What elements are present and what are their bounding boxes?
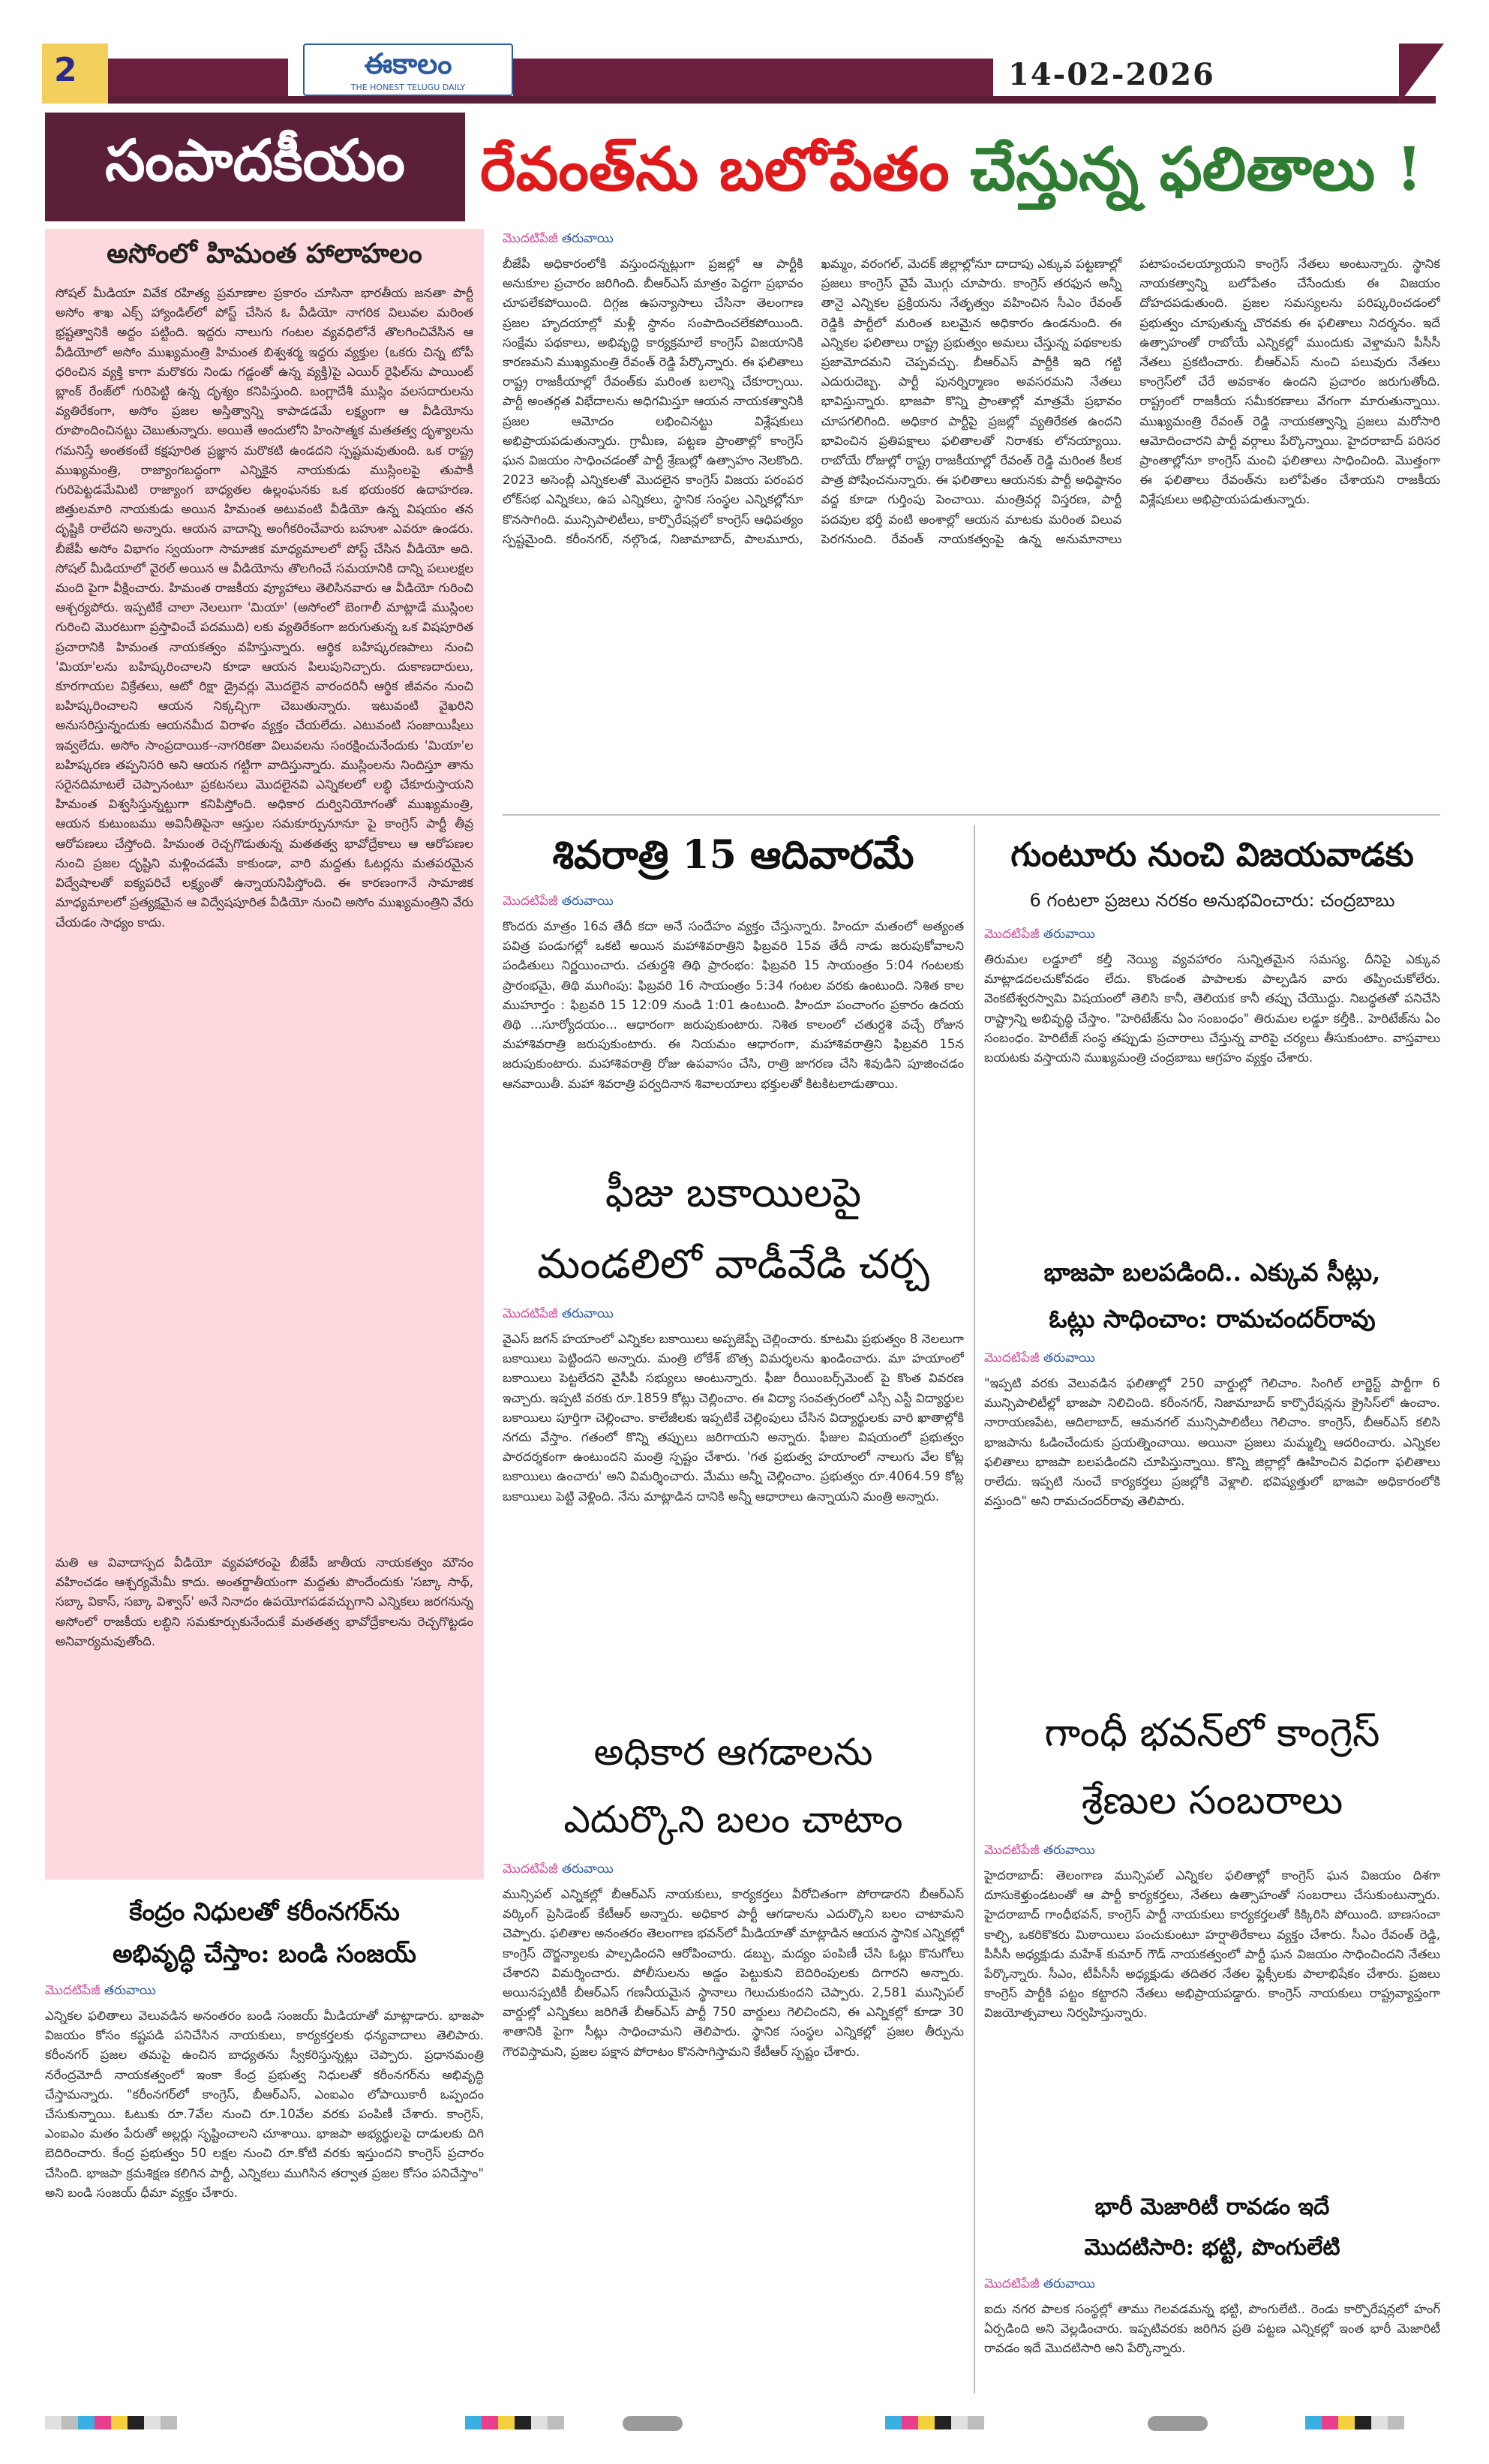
- story-fee-dues: [503, 1155, 964, 1703]
- lead-story-body: బీజేపీ అధికారంలోకి వస్తుందన్నట్లుగా ప్రజల్లో ఆ పార్టీకి అనుకూల ప్రచారం జరిగింది. బీఆర్ఎస్ మాత్రం పెద్దగా ప్రభావం చూపలేకపోయింది. దిగ్గజ ఉపన్యాసాలు చేసినా తెలంగాణ ప్రజల హృదయాల్లో మళ్లీ స్థానం సంపాదించలేకపోయింది. సంక్షేమ పథకాలు, అభివృద్ధి కార్యక్రమాలే కాంగ్రెస్ విజయానికి కారణమని ముఖ్యమంత్రి రేవంత్ రెడ్డి పేర్కొన్నారు. ఈ ఫలితాలు రాష్ట్ర రాజకీయాల్లో రేవంత్‌కు మరింత బలాన్ని చేకూర్చాయి. పార్టీ అంతర్గత విభేదాలను అధిగమిస్తూ ఆయన నాయకత్వానికి ప్రజల ఆమోదం లభించినట్టు విశ్లేషకులు అభిప్రాయపడుతున్నారు. గ్రామీణ, పట్టణ ప్రాంతాల్లో కాంగ్రెస్ ఘన విజయం సాధించడంతో పార్టీ శ్రేణుల్లో ఉత్సాహం నెలకొంది. 2023 అసెంబ్లీ ఎన్నికలతో మొదలైన కాంగ్రెస్ విజయ పరంపర లోక్‌సభ ఎన్నికలు, ఉప ఎన్నికలు, స్థానిక సంస్థల ఎన్నికల్లోనూ కొనసాగింది. మున్సిపాలిటీలు, కార్పొరేషన్లలో కాంగ్రెస్ ఆధిపత్యం స్పష్టమైంది. కరీంనగర్, నల్గొండ, నిజామాబాద్, పాలమూరు, ఖమ్మం, వరంగల్, మెదక్ జిల్లాల్లోనూ దాదాపు ఎక్కువ పట్టణాల్లో ప్రజలు కాంగ్రెస్ వైపే మొగ్గు చూపారు. కాంగ్రెస్ తరఫున అన్నీ తానై ఎన్నికల ప్రక్రియను నేతృత్వం వహించిన సీఎం రేవంత్ రెడ్డికి పార్టీలో మరింత బలమైన అధికారం ఉండనుంది. ఈ ఎన్నికల ఫలితాలు రాష్ట్ర ప్రభుత్వం అమలు చేస్తున్న పథకాలకు ప్రజామోదమని చెప్పవచ్చు. బీఆర్ఎస్ పార్టీకి ఇది గట్టి ఎదురుదెబ్బ. పార్టీ పునర్నిర్మాణం అవసరమని నేతలు భావిస్తున్నారు. భాజపా కొన్ని ప్రాంతాల్లో మాత్రమే ప్రభావం చూపగలిగింది. అధికార పార్టీపై ప్రజల్లో వ్యతిరేకత ఉందని భావించిన ప్రతిపక్షాలు ఫలితాలతో నిరాశకు లోనయ్యాయి. రాబోయే రోజుల్లో రాష్ట్ర రాజకీయాల్లో రేవంత్ రెడ్డి మరింత కీలక పాత్ర పోషించనున్నారు. ఈ ఫలితాలు ఆయనకు పార్టీ అధిష్ఠానం వద్ద కూడా గుర్తింపు పెంచాయి. మంత్రివర్గ విస్తరణ, పార్టీ పదవుల భర్తీ వంటి అంశాల్లో ఆయన మాటకు మరింత విలువ పెరగనుంది. రేవంత్ నాయకత్వంపై ఉన్న అనుమానాలు పటాపంచలయ్యాయని కాంగ్రెస్ నేతలు అంటున్నారు. స్థానిక నాయకత్వాన్ని బలోపేతం చేసేందుకు ఈ విజయం దోహదపడుతుంది. ప్రజల సమస్యలను పరిష్కరించడంలో ప్రభుత్వం చూపుతున్న చొరవకు ఈ ఫలితాలు నిదర్శనం. ఇదే ఉత్సాహంతో రాబోయే ఎన్నికల్లో ముందుకు వెళ్తామని పీసీసీ నేతలు ప్రకటించారు. బీఆర్ఎస్ నుంచి పలువురు నేతలు కాంగ్రెస్‌లో చేరే అవకాశం ఉందని ప్రచారం జరుగుతోంది. రాష్ట్రంలో రాజకీయ సమీకరణాలు వేగంగా మారుతున్నాయి. ముఖ్యమంత్రి రేవంత్ రెడ్డి నాయకత్వాన్ని ప్రజలు మరోసారి ఆమోదించారని పార్టీ వర్గాలు పేర్కొన్నాయి. హైదరాబాద్ పరిసర ప్రాంతాల్లోనూ కాంగ్రెస్ మంచి ఫలితాలు సాధించింది. మొత్తంగా ఈ ఫలితాలు రేవంత్‌ను బలోపేతం చేశాయని రాజకీయ విశ్లేషకులు అభిప్రాయపడుతున్నారు.: [503, 257, 1440, 546]
- byline-cont: తరువాయి: [1043, 1843, 1095, 1858]
- column-divider: [974, 825, 975, 2393]
- lead-headline[interactable]: [480, 120, 1440, 218]
- lead-headline-green: చేస్తున్న ఫలితాలు !: [970, 134, 1423, 204]
- byline-page: మొదటిపేజీ: [984, 1843, 1040, 1858]
- story-body: మున్సిపల్ ఎన్నికల్లో బీఆర్ఎస్ నాయకులు, కార్యకర్తలు వీరోచితంగా పోరాడారని బీఆర్ఎస్ వర్కింగ్ ప్రెసిడెంట్ కేటీఆర్ అన్నారు. అధికార పార్టీ ఆగడాలను ఎదుర్కొని బలం చాటామని చెప్పారు. ఫలితాల అనంతరం తెలంగాణ భవన్‌లో మీడియాతో మాట్లాడిన ఆయన స్థానిక ఎన్నికల్లో కాంగ్రెస్ దౌర్జన్యాలకు పాల్పడిందని ఆరోపించారు. డబ్బు, మద్యం పంపిణీ చేసి ఓట్లు కొనుగోలు చేశారని విమర్శించారు. పోలీసులను అడ్డం పెట్టుకుని బెదిరింపులకు దిగారని అన్నారు. అయినప్పటికీ బీఆర్ఎస్ గణనీయమైన స్థానాలు గెలుచుకుందని చెప్పారు. 2,581 మున్సిపల్ వార్డుల్లో ఎన్నికలు జరిగితే బీఆర్ఎస్ పార్టీ 750 వార్డులు గెలిచిందని, ఈ ఎన్నికల్లో కూడా 30 శాతానికి పైగా సీట్లు సాధించామని తెలిపారు. స్థానిక సంస్థల ఎన్నికల్లో ప్రజల తీర్పును గౌరవిస్తామని, ప్రజల పక్షాన పోరాటం కొనసాగిస్తామని కేటీఆర్ స్పష్టం చేశారు.: [503, 1887, 964, 2059]
- story-title-line2[interactable]: ఓట్లు సాధించాం: రామచందర్‌రావు: [1049, 1304, 1376, 1333]
- byline-cont: తరువాయి: [561, 1862, 614, 1877]
- byline-page: మొదటిపేజీ: [503, 1306, 558, 1321]
- byline: [45, 1981, 484, 2000]
- byline-page: మొదటిపేజీ: [503, 1862, 558, 1877]
- color-registration-strip: [465, 2416, 564, 2429]
- masthead-corner: [1399, 44, 1444, 104]
- color-registration-strip: [45, 2416, 177, 2429]
- byline-cont: తరువాయి: [561, 231, 614, 246]
- masthead-stripe-right: [513, 59, 993, 96]
- editorial-body-conclusion: మతి ఆ వివాదాస్పద వీడియో వ్యవహారంపై బీజేపీ జాతీయ నాయకత్వం మౌనం వహించడం ఆశ్చర్యమేమీ కాదు. అంతర్జాతీయంగా మద్దతు పొందేందుకు 'సబ్కా సాథ్, సబ్కా వికాస్, సబ్కా విశ్వాస్' అనే నినాదం ఉపయోగపడవచ్చుగాని ఎన్నికలు జరగనున్న అసోంలో రాజకీయ లబ్ధిని సమకూర్చుకునేందుకే మతతత్వ భావోద్రేకాలను రెచ్చగొట్టడం అనివార్యమవుతోంది.: [56, 1555, 473, 1648]
- story-guntur-vijayawada: [984, 825, 1440, 1246]
- story-title-line1[interactable]: ఫీజు బకాయిలపై: [605, 1169, 862, 1216]
- story-gandhi-bhavan: [984, 1699, 1440, 2180]
- byline-cont: తరువాయి: [1043, 1351, 1095, 1366]
- story-body: "ఇప్పటి వరకు వెలువడిన ఫలితాల్లో 250 వార్డుల్లో గెలిచాం. సింగిల్ లార్జెస్ట్ పార్టీగా 6 మున్సిపాలిటీల్లో భాజపా నిలిచింది. కరీంనగర్, నిజామాబాద్ కార్పొరేషన్లను క్రైసిస్‌లో ఉంచాం. నారాయణపేట, ఆదిలాబాద్, ఆమనగల్ మున్సిపాలిటీలు గెలిచాం. కాంగ్రెస్, బీఆర్ఎస్ కలిసి భాజపాను ఓడించేందుకు ప్రయత్నించాయి. అయినా ప్రజలు మమ్మల్ని ఆదరించారు. ఎన్నికల ఫలితాలు భాజపా బలపడిందని చూపిస్తున్నాయి. కొన్ని జిల్లాల్లో ఊహించిన విధంగా ఫలితాలు రాలేదు. ఇప్పటి నుంచే కార్యకర్తలు ప్రజల్లోకి వెళ్లాలి. భవిష్యత్తులో భాజపా అధికారంలోకి వస్తుంది" అని రామచందర్‌రావు తెలిపారు.: [984, 1376, 1440, 1509]
- story-title-line2[interactable]: అభివృద్ధి చేస్తాం: బండి సంజయ్: [113, 1939, 416, 1968]
- section-divider: [503, 814, 1440, 816]
- page-number-box: [42, 44, 108, 104]
- editorial-body: సోషల్ మీడియా వివేక రహిత్య ప్రమాణాల ప్రకారం చూసినా భారతీయ జనతా పార్టీ అసోం శాఖ ఎక్స్ హ్యాండిల్‌లో పోస్ట్ చేసిన ఓ వీడియో నాగరిక విలువల మరింత భ్రష్టత్వానికి అద్దం పట్టింది. ఇద్దరు నాలుగు గంటల వ్యవధిలోనే తొలగించివేసిన ఆ వీడియోలో అసోం ముఖ్యమంత్రి హిమంత బిశ్వశర్మ ఇద్దరు వ్యక్తుల (ఒకరు చిన్న టోపీ ధరించిన వ్యక్తి కాగా మరొకరు నిండు గడ్డంతో ఉన్న వ్యక్తి)పై ఎయిర్ రైఫిల్‌ను పాయింట్ బ్లాంక్ రేంజ్‌లో గురిపెట్టి ఉన్న దృశ్యం కనిపిస్తుంది. బంగ్లాదేశీ ముస్లిం వలసదారులను వ్యతిరేకంగా, అసోం ప్రజల అస్తిత్వాన్ని కాపాడడమే లక్ష్యంగా ఆ వీడియోను రూపొందించినట్టు చెబుతున్నారు. అయితే అందులోని హింసాత్మక మతతత్వ దృశ్యాలను గమనిస్తే అంతకంటే కక్షపూరిత ప్రజ్ఞాన మరొకటి ఉండదని స్పష్టమవుతుంది. ఒక రాష్ట్ర ముఖ్యమంత్రి, రాజ్యాంగబద్ధంగా ఎన్నికైన నాయకుడు ముస్లింలపై తుపాకీ గురిపెట్టడమేమిటి రాజ్యాంగ బాధ్యతల ఉల్లంఘనకు ఒక భయంకర ఉదాహరణ. జిత్తులమారి నాయకుడు అయిన హిమంత అటువంటి వీడియో ఉన్న విషయం తన దృష్టికి రాలేదని అన్నారు. ఆయన వాదాన్ని అంగీకరించేవారు బహుశా ఎవరూ ఉండరు. బీజేపీ అసోం విభాగం స్వయంగా సామాజిక మాధ్యమాలలో పోస్ట్ చేసిన వీడియో అది. సోషల్ మీడియాలో వైరల్ అయిన ఆ వీడియోను తొలగించే సమయానికి దాన్ని పలులక్షల మంది పైగా వీక్షించారు. హిమంత రాజకీయ వ్యూహాలు తెలిసినవారు ఆ వీడియో గురించి ఆశ్చర్యపోరు. ఇప్పటికే చాలా నెలలుగా 'మియా' (అసోంలో బెంగాలీ మాట్లాడే ముస్లింల గురించి మొరటుగా ప్రస్తావించే పదముది) లకు వ్యతిరేకంగా జరుగుతున్న ఒక విషపూరిత ప్రచారానికి హిమంత నాయకత్వం వహిస్తున్నారు. ఆర్థిక బహిష్కరణపాలు నుంచి 'మియా'లను బహిష్కరించాలని కూడా ఆయన పిలుపునిచ్చారు. దుకాణదారులు, కూరగాయల విక్రేతలు, ఆటో రిక్షా డ్రైవర్లు మొదలైన వారందరినీ ఆర్థిక జీవనం నుంచి బహిష్కరించాలని ఆయన నిక్కచ్చిగా చెబుతున్నారు. ఇటువంటి వైఖరిని అనుసరిస్తున్నందుకు ఆయనమీద విరాళం వ్యక్తం చేయలేదు. ఎటువంటి సంజాయిషీలు ఇవ్వలేదు. అసోం సాంప్రదాయిక--నాగరికతా విలువలను సంరక్షించునేందుకు 'మియా'ల బహిష్కరణ తప్పనిసరి అని ఆయన గట్టిగా వాదిస్తున్నారు. ముస్లింలను నిందిస్తూ తాను సరైనదిమాటలే చెప్పానంటూ ప్రకటనలు మొదలైనవి ఎన్నికలలో లబ్ధి చేకూరుస్తాయని హిమంత విశ్వసిస్తున్నట్టుగా కనిపిస్తోంది. అధికార దుర్వినియోగంతో ముఖ్యమంత్రి, ఆయన కుటుంబము అవినీతిపైనా ఆస్తుల సమకూర్పునూనూ పై కాంగ్రెస్ పార్టీ తీవ్ర ఆరోపణలు చేస్తోంది. హిమంత రెచ్చగొడుతున్న మతతత్వ భావోద్రేకాలు ఆ ఆరోపణల నుంచి ప్రజల దృష్టిని మళ్లించడమే కాకుండా, వారి మద్దతు ఓటర్లను మతపరమైన విద్వేషాలతో ఐక్యపరిచే లక్ష్యంతో ఉన్నాయనిపిస్తోంది. ఈ కారణంగానే సామాజిక మాధ్యమాలలో ప్రత్యక్షమైన ఆ విద్వేషపూరిత వీడియో నుంచి అసోం ముఖ్యమంత్రిని వేరు చేయడం సాధ్యం కాదు.: [56, 286, 473, 930]
- byline: [984, 2274, 1440, 2294]
- registration-oval: [1148, 2416, 1208, 2431]
- byline-page: మొదటిపేజీ: [984, 927, 1040, 942]
- byline-cont: తరువాయి: [1043, 927, 1095, 942]
- byline: [984, 1840, 1440, 1860]
- story-body: కొందరు మాత్రం 16వ తేదీ కదా అనే సందేహం వ్యక్తం చేస్తున్నారు. హిందూ మతంలో అత్యంత పవిత్ర పండుగల్లో ఒకటి అయిన మహాశివరాత్రిని ఫిబ్రవరి 15వ తేదీ నాడు జరుపుకోవాలని పండితులు నిర్ణయించారు. చతుర్దశి తిథి ప్రారంభం: ఫిబ్రవరి 15 సాయంత్రం 5:04 గంటలకు ప్రారంభమై, తిథి ముగింపు: ఫిబ్రవరి 16 సాయంత్రం 5:34 గంటల వరకు ఉంటుంది. నిశిత కాల ముహూర్తం : ఫిబ్రవరి 15 12:09 నుండి 1:01 ఉంటుంది. హిందూ పంచాంగం ప్రకారం ఉదయ తిథి ...సూర్యోదయం... ఆధారంగా జరుపుకుంటారు. నిశిత కాలంలో చతుర్దశి వచ్చే రోజున మహాశివరాత్రి జరుపుకుంటారు. ఈ నియమం ఆధారంగా, మహాశివరాత్రిని ఫిబ్రవరి 15న జరుపుకుంటారు. మహాశివరాత్రి రోజు ఉపవాసం చేసి, రాత్రి జాగరణ చేసి శివుడిని పూజించడం ఆనవాయితీ. మహా శివరాత్రి పర్వదినాన శివాలయాలు భక్తులతో కిటకిటలాడుతాయి.: [503, 919, 964, 1091]
- story-title-line2[interactable]: ఎదుర్కొని బలం చాటాం: [563, 1798, 903, 1841]
- byline-page: మొదటిపేజీ: [503, 231, 558, 246]
- story-bandi-sanjay: [45, 1891, 484, 2401]
- section-title: సంపాదకీయం: [105, 126, 405, 194]
- lead-headline-red: రేవంత్‌ను బలోపేతం: [480, 134, 971, 204]
- story-subtitle: 6 గంటలా ప్రజలు నరకం అనుభవించారు: చంద్రబాబు: [1029, 890, 1395, 911]
- story-body: వైఎస్ జగన్ హయాంలో ఎన్నికల బకాయిలు అప్పజెప్పే చెల్లించారు. కూటమి ప్రభుత్వం 8 నెలలుగా బకాయిలు పెట్టిందని అన్నారు. మంత్రి లోకేశ్ బొత్స విమర్శలను ఖండించారు. మా హయాంలో బకాయిలు పెట్టలేదని వైసీపీ సభ్యులు అంటున్నారు. ఫీజు రీయింబర్స్‌మెంట్ పై కొంత వివరణ ఇచ్చారు. ఇప్పటి వరకు రూ.1859 కోట్లు చెల్లించాం. ఈ విద్యా సంవత్సరంలో ఎస్సీ ఎస్టీ విద్యార్థుల బకాయిలు పూర్తిగా చెల్లించాం. కాలేజీలకు ఇప్పటికే చెల్లింపులు చేసిన విద్యార్థులకు వారి ఖాతాల్లోకి నగదు వేస్తాం. గతంలో కొన్ని తప్పులు జరిగాయని అన్నారు. ఫీజుల విషయంలో ప్రభుత్వం పారదర్శకంగా ఉంటుందని మంత్రి స్పష్టం చేశారు. 'గత ప్రభుత్వ హయాంలో నాలుగు వేల కోట్ల బకాయిలు ఉంచారు' అని విమర్శించారు. మేము అన్నీ చెల్లించాం. ప్రభుత్వం రూ.4064.59 కోట్ల బకాయిలు పెట్టి వెళ్లింది. నేను మాట్లాడిన దానికి అన్నీ ఆధారాలు ఉన్నాయని మంత్రి అన్నారు.: [503, 1332, 964, 1504]
- byline-cont: తరువాయి: [561, 1306, 614, 1321]
- byline-cont: తరువాయి: [1043, 2276, 1095, 2291]
- registration-oval: [623, 2416, 683, 2431]
- logo-text: ఈకాలం: [364, 47, 452, 80]
- color-registration-strip: [885, 2416, 984, 2429]
- story-shivaratri: [503, 825, 964, 1148]
- byline-page: మొదటిపేజీ: [984, 2276, 1040, 2291]
- story-title[interactable]: శివరాత్రి 15 ఆదివారమే: [552, 832, 914, 878]
- byline: [503, 229, 1440, 248]
- story-bhatti-ponguleti: [984, 2187, 1440, 2401]
- byline: [503, 1304, 964, 1324]
- story-title-line2[interactable]: శ్రేణుల సంబరాలు: [1081, 1778, 1343, 1823]
- lead-story-continuation: [503, 229, 1440, 803]
- story-title-line2[interactable]: మొదటిసారి: భట్టి, పొంగులేటి: [1084, 2234, 1340, 2261]
- story-title-line1[interactable]: అధికార ఆగడాలను: [593, 1730, 873, 1774]
- editorial-section-label: [45, 113, 465, 221]
- story-title-line1[interactable]: భాజపా బలపడింది.. ఎక్కువ సీట్లు,: [1043, 1258, 1381, 1287]
- byline: [984, 924, 1440, 944]
- byline: [503, 891, 964, 911]
- story-title-line2[interactable]: మండలిలో వాడీవేడి చర్చ: [537, 1240, 929, 1288]
- story-body: ఐదు నగర పాలక సంస్థల్లో తాము గెలవడమన్న భట్టి, పొంగులేటి.. రెండు కార్పొరేషన్లలో హంగ్ ఏర్పడింది అని వెల్లడించారు. ఇప్పటివరకు జరిగిన ప్రతి పట్టణ ఎన్నికల్లో ఇంత భారీ మెజారిటీ రావడం ఇదే మొదటిసారి అని పేర్కొన్నారు.: [984, 2302, 1440, 2356]
- byline-page: మొదటిపేజీ: [45, 1983, 101, 1998]
- byline-cont: తరువాయి: [561, 894, 614, 909]
- story-brs-strength: [503, 1718, 964, 2393]
- byline: [503, 1859, 964, 1879]
- story-title[interactable]: గుంటూరు నుంచి విజయవాడకు: [1010, 836, 1414, 874]
- story-bjp-ramchander: [984, 1249, 1440, 1692]
- byline: [984, 1348, 1440, 1368]
- editorial-column: [45, 229, 484, 1880]
- byline-page: మొదటిపేజీ: [503, 894, 558, 909]
- byline-cont: తరువాయి: [104, 1983, 156, 1998]
- story-body: ఎన్నికల ఫలితాలు వెలువడిన అనంతరం బండి సంజయ్ మీడియాతో మాట్లాడారు. భాజపా విజయం కోసం కష్టపడి పనిచేసిన నాయకులు, కార్యకర్తలకు ధన్యవాదాలు తెలిపారు. కరీంనగర్ ప్రజల తమపై ఉంచిన బాధ్యతను స్వీకరిస్తున్నట్లు చెప్పారు. ప్రధానమంత్రి నరేంద్రమోదీ నాయకత్వంలో ఇంకా కేంద్ర ప్రభుత్వ నిధులతో కరీంనగర్‌ను అభివృద్ధి చేస్తామన్నారు. "కరీంనగర్‌లో కాంగ్రెస్, బీఆర్ఎస్, ఎంఐఎం లోపాయికారీ ఒప్పందం చేసుకున్నాయి. ఓటుకు రూ.7వేల నుంచి రూ.10వేల వరకు పంపిణీ చేశారు. కాంగ్రెస్, ఎంఐఎం మతం పేరుతో అల్లర్లు సృష్టించాలని చూశాయి. భాజపా అభ్యర్థులపై దాడులకు దిగి బెదిరించారు. కేంద్ర ప్రభుత్వం 50 లక్షల నుంచి రూ.కోటి వరకు ఇస్తుందని కాంగ్రెస్ ప్రచారం చేసింది. భాజపా క్రమశిక్షణ కలిగిన పార్టీ, ఎన్నికలు ముగిసిన తర్వాత ప్రజల కోసం పనిచేస్తాం" అని బండి సంజయ్ ధీమా వ్యక్తం చేశారు.: [45, 2009, 484, 2200]
- story-title-line1[interactable]: భారీ మెజారిటీ రావడం ఇదే: [1094, 2194, 1330, 2220]
- page-number: 2: [54, 51, 77, 89]
- editorial-title[interactable]: అసోంలో హిమంత హాలాహలం: [107, 238, 422, 269]
- story-title-line1[interactable]: కేంద్రం నిధులతో కరీంనగర్‌ను: [129, 1897, 400, 1926]
- color-registration-strip: [1305, 2416, 1404, 2429]
- masthead-stripe-left: [108, 59, 288, 96]
- masthead-bar: [108, 44, 1436, 104]
- newspaper-logo[interactable]: [303, 44, 513, 96]
- story-title-line1[interactable]: గాంధీ భవన్‌లో కాంగ్రెస్: [1044, 1711, 1380, 1756]
- story-body: తిరుమల లడ్డూలో కల్తీ నెయ్యి వ్యవహారం సున్నితమైన సమస్య. దీనిపై ఎక్కువ మాట్లాడదలచుకోవడం లేదు. కొండంత పాపాలకు పాల్పడిన వారు తప్పించుకోలేరు. వెంకటేశ్వరస్వామి విషయంలో తెలిసి కానీ, తెలియక కానీ తప్పు చేయొద్దు. నిబద్ధతతో పనిచేసి రాష్ట్రాన్ని అభివృద్ధి చేస్తాం. "హెరిటేజ్‌ను ఏం సంబంధం" తిరుమల లడ్డూ కల్తీకి.. హెరిటేజ్‌ను ఏం సంబంధం. హెరిటేజ్ సంస్థ తప్పుడు ప్రచారాలు చేస్తున్న వారిపై చర్యలు తీసుకుంటాం. వాస్తవాలు బయటకు వస్తాయని ముఖ్యమంత్రి చంద్రబాబు ఆగ్రహం వ్యక్తం చేశారు.: [984, 952, 1440, 1065]
- issue-date: 14-02-2026: [1008, 57, 1215, 92]
- logo-tagline: THE HONEST TELUGU DAILY: [350, 83, 466, 92]
- story-body: హైదరాబాద్: తెలంగాణ మున్సిపల్ ఎన్నికల ఫలితాల్లో కాంగ్రెస్ ఘన విజయం దిశగా దూసుకెళ్తుండటంతో ఆ పార్టీ కార్యకర్తలు, నేతలు ఉత్సాహంతో సంబరాలు చేసుకుంటున్నారు. హైదరాబాద్ గాంధీభవన్, కాంగ్రెస్ పార్టీ నాయకులు కార్యకర్తలతో కిక్కిరిసి పోయింది. బాణసంచా కాల్చి, ఒకరికొకరు మిఠాయిలు పంచుకుంటూ హర్షాతిరేకాలు వ్యక్తం చేశారు. సీఎం రేవంత్ రెడ్డి, పీసీసీ అధ్యక్షుడు మహేశ్ కుమార్ గౌడ్ నాయకత్వంలో పార్టీ ఘన విజయం సాధించిందని నేతలు పేర్కొన్నారు. సీఎం, టీపీసీసీ అధ్యక్షుడు తదితర నేతల ఫ్లెక్సీలకు పాలాభిషేకం చేశారు. ప్రజలు కాంగ్రెస్ పార్టీకి పట్టం కట్టారని నేతలు అభిప్రాయపడ్డారు. కాంగ్రెస్ నాయకులు రాష్ట్రవ్యాప్తంగా విజయోత్సవాలు నిర్వహిస్తున్నారు.: [984, 1868, 1440, 2021]
- byline-page: మొదటిపేజీ: [984, 1351, 1040, 1366]
